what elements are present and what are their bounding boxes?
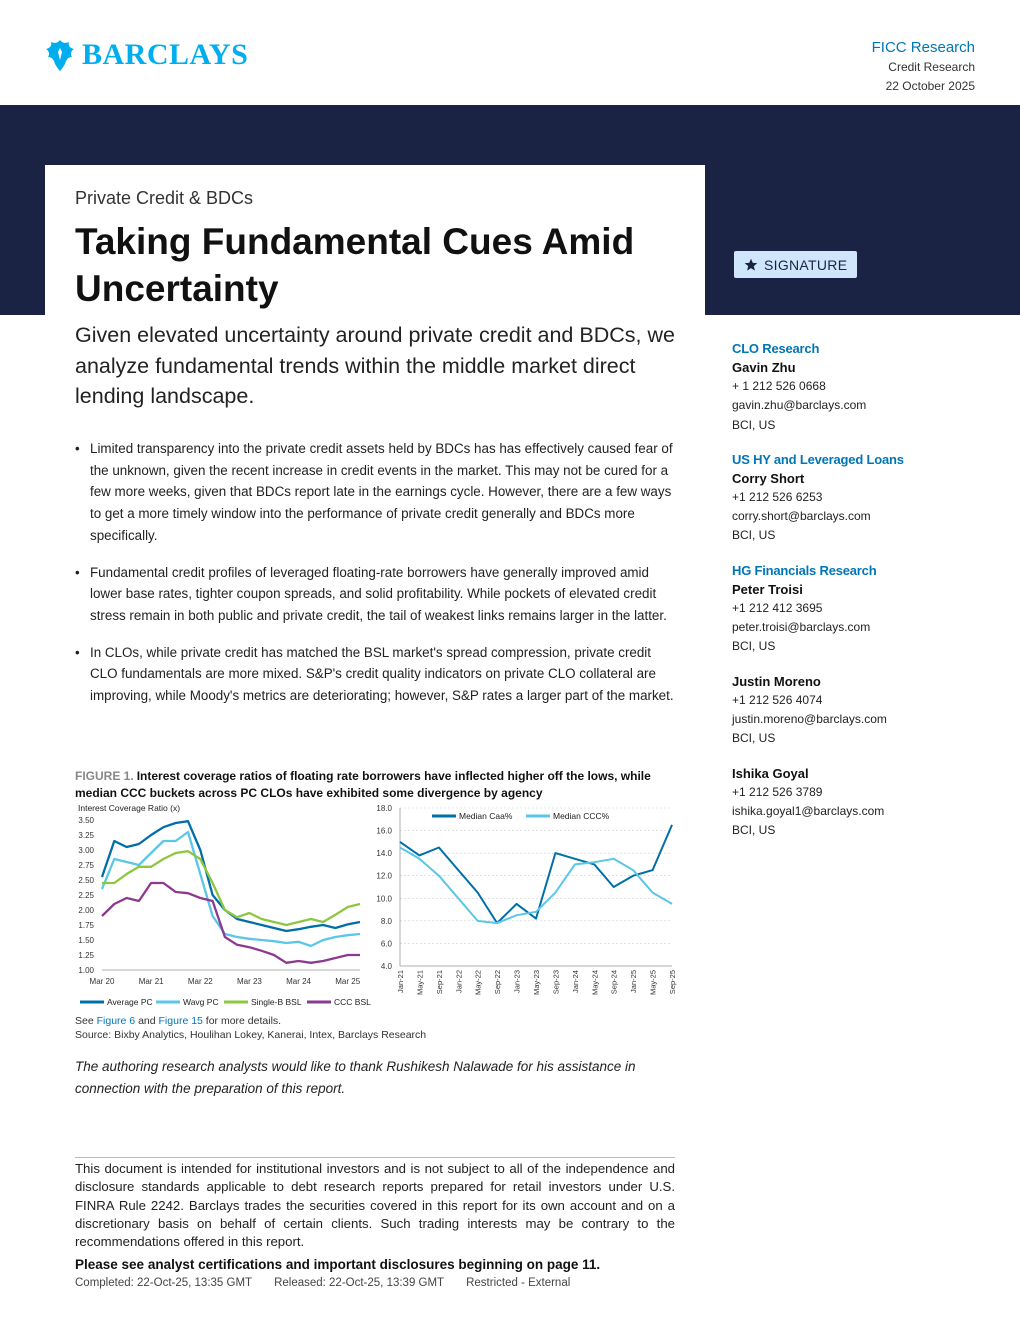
see-prefix: See bbox=[75, 1015, 94, 1027]
report-meta bbox=[872, 38, 975, 96]
figure-6-link[interactable]: Figure 6 bbox=[96, 1015, 136, 1027]
analyst-phone: +1 212 526 4074 bbox=[732, 692, 823, 707]
x-tick-label: May-25 bbox=[648, 970, 658, 996]
interest-coverage-chart bbox=[72, 802, 372, 1012]
y-tick-label: 3.00 bbox=[78, 846, 94, 855]
analyst-card bbox=[732, 339, 982, 435]
x-tick-label: Mar 23 bbox=[236, 977, 262, 986]
figure-source: Source: Bixby Analytics, Houlihan Lokey, Kanerai, Intex, Barclays Research bbox=[75, 1028, 427, 1041]
analyst-name: Justin Moreno bbox=[732, 673, 821, 689]
analyst-email[interactable]: justin.moreno@barclays.com bbox=[732, 711, 887, 726]
report-title: Taking Fundamental Cues Amid Uncertainty bbox=[75, 221, 635, 309]
disclosures-notice: Please see analyst certifications and important disclosures beginning on page 11. bbox=[75, 1257, 601, 1272]
y-tick-label: 4.0 bbox=[380, 962, 392, 971]
analyst-phone: + 1 212 526 0668 bbox=[732, 379, 826, 393]
acknowledgement: The authoring research analysts would like to thank Rushikesh Nalawade for his assistance in connection with the preparation of this report. bbox=[75, 1059, 636, 1096]
y-tick-label: 1.25 bbox=[78, 951, 94, 960]
analyst-name: Gavin Zhu bbox=[732, 360, 796, 375]
x-tick-label: Sep-22 bbox=[493, 970, 503, 995]
analyst-email[interactable]: gavin.zhu@barclays.com bbox=[732, 398, 867, 413]
see-suffix: for more details. bbox=[205, 1015, 282, 1027]
analyst-email[interactable]: ishika.goyal1@barclays.com bbox=[732, 803, 885, 818]
x-tick-label: Sep-25 bbox=[668, 970, 677, 995]
y-tick-label: 14.0 bbox=[376, 849, 392, 859]
x-tick-label: Jan-23 bbox=[512, 970, 522, 993]
y-tick-label: 2.25 bbox=[78, 891, 94, 900]
logo-wordmark: BARCLAYS bbox=[82, 38, 249, 71]
x-tick-label: May-21 bbox=[415, 970, 425, 996]
y-tick-label: 3.50 bbox=[78, 816, 94, 825]
subdivision-label: Credit Research bbox=[888, 60, 975, 74]
analyst-card bbox=[732, 561, 982, 657]
x-tick-label: Mar 21 bbox=[138, 977, 164, 986]
series-line-wavg-pc bbox=[102, 832, 360, 946]
y-tick-label: 16.0 bbox=[376, 826, 392, 836]
legend-label: Single-B BSL bbox=[251, 997, 302, 1007]
footer bbox=[75, 1277, 570, 1289]
disclaimer-divider bbox=[75, 1157, 675, 1158]
x-tick-label: Sep-21 bbox=[434, 970, 444, 995]
star-icon bbox=[744, 258, 758, 272]
y-tick-label: 2.75 bbox=[78, 861, 94, 870]
analyst-email[interactable]: corry.short@barclays.com bbox=[732, 509, 871, 524]
key-point: • Limited transparency into the private credit assets held by BDCs has has effectively caused fear of the unknown, given the recent increase in credit events in the market. This may not be cured for a few more weeks, given that BDCs report late in the earnings cycle. However, there are a few ways to get a more timely window into the performance of private credit generally and BDCs more specifically. bbox=[75, 438, 675, 547]
analyst-name: Corry Short bbox=[732, 470, 805, 486]
analyst-sidebar bbox=[732, 339, 982, 855]
see-and: and bbox=[138, 1015, 156, 1027]
legend-label: Average PC bbox=[107, 997, 153, 1007]
y-tick-label: 3.25 bbox=[78, 831, 94, 840]
analyst-entity: BCI, US bbox=[732, 639, 776, 654]
completed-timestamp: Completed: 22-Oct-25, 13:35 GMT bbox=[75, 1277, 253, 1289]
key-point: • Fundamental credit profiles of leveraged floating-rate borrowers have generally improved amid lower base rates, tighter coupon spreads, and solid profitability. While pockets of elevated credit stress remain in both public and private credit, the tail of weakest links remains larger in the latter. bbox=[75, 562, 675, 627]
y-tick-label: 8.0 bbox=[380, 916, 392, 926]
signature-badge bbox=[734, 251, 857, 278]
x-tick-label: Mar 24 bbox=[286, 977, 312, 986]
report-date: 22 October 2025 bbox=[885, 79, 975, 93]
key-points bbox=[75, 438, 675, 722]
analyst-name: Ishika Goyal bbox=[732, 765, 809, 781]
y-tick-label: 1.50 bbox=[78, 936, 94, 945]
barclays-logo bbox=[44, 38, 248, 72]
figure-number: FIGURE 1. bbox=[75, 769, 134, 783]
team-name: CLO Research bbox=[732, 341, 820, 356]
analyst-card bbox=[732, 450, 982, 546]
analyst-card bbox=[732, 672, 982, 749]
y-tick-label: 10.0 bbox=[376, 894, 392, 904]
y-tick-label: 1.75 bbox=[78, 921, 94, 930]
x-tick-label: Jan-22 bbox=[454, 970, 464, 993]
analyst-entity: BCI, US bbox=[732, 417, 776, 432]
x-tick-label: May-22 bbox=[473, 970, 483, 996]
x-tick-label: Sep-24 bbox=[609, 970, 619, 995]
y-tick-label: 6.0 bbox=[380, 939, 392, 949]
y-axis-title: Interest Coverage Ratio (x) bbox=[78, 803, 181, 813]
x-tick-label: Mar 25 bbox=[335, 977, 361, 986]
analyst-entity: BCI, US bbox=[732, 731, 776, 746]
key-point: • In CLOs, while private credit has matched the BSL market's spread compression, private credit CLO fundamentals are more mixed. S&P's credit quality indicators on private CLO collateral are improving, while Moody's metrics are deteriorating; however, S&P rates a larger part of the market. bbox=[75, 642, 675, 707]
legend-label: Median CCC% bbox=[553, 811, 610, 821]
analyst-email[interactable]: peter.troisi@barclays.com bbox=[732, 620, 871, 635]
ccc-bucket-chart bbox=[370, 802, 678, 1012]
series-line-median-caa- bbox=[400, 825, 672, 923]
figure-15-link[interactable]: Figure 15 bbox=[158, 1015, 203, 1027]
classification-label: Restricted - External bbox=[466, 1277, 571, 1289]
x-tick-label: Sep-23 bbox=[551, 970, 561, 995]
x-tick-label: May-24 bbox=[590, 970, 600, 996]
x-tick-label: Mar 22 bbox=[187, 977, 213, 986]
y-tick-label: 1.00 bbox=[78, 966, 94, 975]
figure-notes bbox=[75, 1015, 426, 1042]
series-line-median-ccc- bbox=[400, 848, 672, 924]
disclaimer-text: This document is intended for institutional investors and is not subject to all of the independence and disclosure standards applicable to debt research reports prepared for retail investors under U.S. FINRA Rule 2242. Barclays trades the securities covered in this report for its own account and on a discretionary basis on behalf of certain clients. Such trading interests may be contrary to the recommendations offered in this report. bbox=[75, 1161, 675, 1250]
x-tick-label: Jan-24 bbox=[570, 970, 580, 993]
figure-caption-text: Interest coverage ratios of floating rate borrowers have inflected higher off the lows, while median CCC buckets across PC CLOs have exhibited some divergence by agency bbox=[75, 769, 651, 800]
analyst-phone: +1 212 412 3695 bbox=[732, 600, 823, 615]
analyst-name: Peter Troisi bbox=[732, 581, 803, 597]
y-tick-label: 2.50 bbox=[78, 876, 94, 885]
eagle-icon bbox=[44, 38, 76, 72]
see-also-line bbox=[75, 1015, 426, 1029]
analyst-entity: BCI, US bbox=[732, 528, 776, 543]
legend-label: CCC BSL bbox=[334, 997, 371, 1007]
report-kicker: Private Credit & BDCs bbox=[75, 188, 254, 208]
analyst-card bbox=[732, 764, 982, 841]
y-tick-label: 18.0 bbox=[376, 804, 392, 813]
legend-label: Wavg PC bbox=[183, 997, 219, 1007]
series-line-ccc-bsl bbox=[102, 883, 360, 963]
y-tick-label: 12.0 bbox=[376, 871, 392, 881]
team-name: US HY and Leveraged Loans bbox=[732, 451, 904, 467]
figure-caption bbox=[75, 768, 675, 802]
analyst-entity: BCI, US bbox=[732, 823, 776, 838]
analyst-phone: +1 212 526 6253 bbox=[732, 489, 823, 504]
y-tick-label: 2.00 bbox=[78, 906, 94, 915]
legend-label: Median Caa% bbox=[459, 811, 513, 821]
released-timestamp: Released: 22-Oct-25, 13:39 GMT bbox=[274, 1277, 445, 1289]
x-tick-label: Mar 20 bbox=[89, 977, 115, 986]
x-tick-label: May-23 bbox=[532, 970, 541, 996]
division-label: FICC Research bbox=[871, 39, 975, 56]
x-tick-label: Jan-25 bbox=[629, 970, 639, 993]
analyst-phone: +1 212 526 3789 bbox=[732, 784, 823, 799]
x-tick-label: Jan-21 bbox=[396, 970, 405, 993]
badge-label: SIGNATURE bbox=[764, 256, 848, 273]
team-name: HG Financials Research bbox=[732, 562, 877, 578]
report-subtitle: Given elevated uncertainty around private credit and BDCs, we analyze fundamental trends within the middle market direct lending landscape. bbox=[75, 323, 675, 408]
